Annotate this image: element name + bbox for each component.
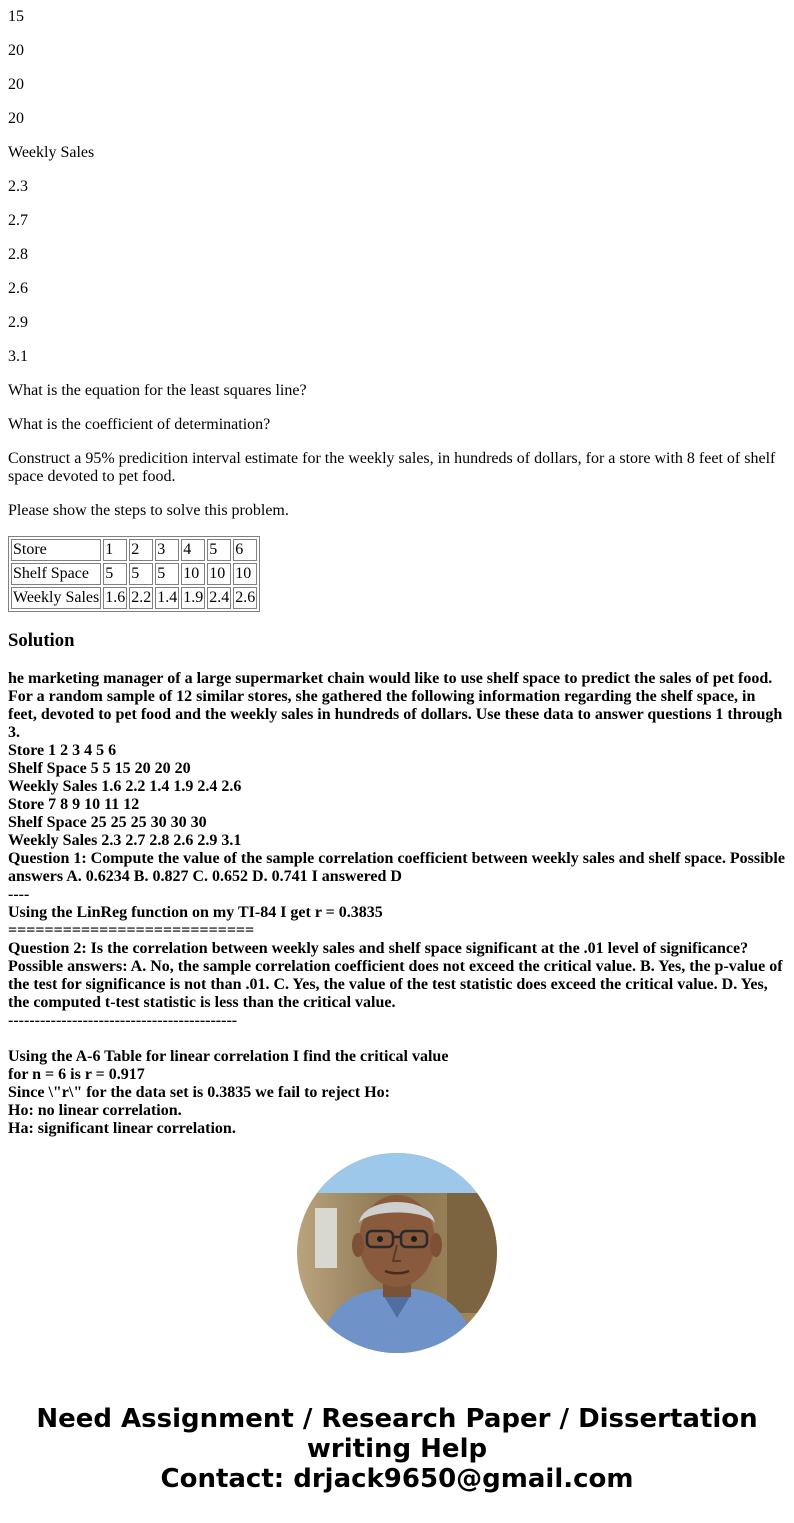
solution-line: ------------------------------------------- bbox=[8, 1012, 238, 1029]
table-cell: Store bbox=[11, 539, 101, 561]
table-cell: 2.2 bbox=[129, 587, 153, 609]
table-cell: 1.9 bbox=[181, 587, 205, 609]
data-table bbox=[8, 536, 260, 612]
table-cell: 5 bbox=[129, 563, 153, 585]
table-cell: 5 bbox=[103, 563, 127, 585]
solution-line: Shelf Space 25 25 25 30 30 30 bbox=[8, 814, 207, 831]
solution-line: =========================== bbox=[8, 922, 255, 939]
author-photo bbox=[297, 1153, 497, 1353]
value-line: 3.1 bbox=[8, 348, 28, 365]
table-cell: 10 bbox=[181, 563, 205, 585]
solution-line: Store 1 2 3 4 5 6 bbox=[8, 742, 117, 759]
solution-line: for n = 6 is r = 0.917 bbox=[8, 1066, 145, 1083]
table-row bbox=[11, 587, 257, 609]
table-cell: 1.6 bbox=[103, 587, 127, 609]
table-cell: 1.4 bbox=[155, 587, 179, 609]
table-cell: 3 bbox=[155, 539, 179, 561]
value-line: 2.3 bbox=[8, 178, 28, 195]
table-cell: 10 bbox=[233, 563, 257, 585]
top-values-list bbox=[8, 0, 786, 366]
solution-line bbox=[8, 1030, 786, 1048]
value-line: 2.6 bbox=[8, 280, 28, 297]
table-cell: 10 bbox=[207, 563, 231, 585]
solution-line: Since \"r\" for the data set is 0.3835 we fail to reject Ho: bbox=[8, 1084, 390, 1101]
solution-line: Weekly Sales 1.6 2.2 1.4 1.9 2.4 2.6 bbox=[8, 778, 242, 795]
question-prediction-interval: Construct a 95% predicition interval estimate for the weekly sales, in hundreds of dollars, for a store with 8 feet of shelf space devoted to pet food. bbox=[8, 450, 776, 485]
solution-heading: Solution bbox=[8, 630, 75, 651]
footer-line: Need Assignment / Research Paper / Dissertation bbox=[36, 1404, 758, 1434]
value-line: 20 bbox=[8, 76, 24, 93]
solution-line: Question 2: Is the correlation between weekly sales and shelf space significant at the .01 level of significance? Possible answers: A. No, the sample correlation coefficient does not exceed the critical value. B. Yes, the p-value of the test for significance is not than .01. C. Yes, the value of the test statistic does exceed the critical value. D. Yes, the computed t-test statistic is less than the critical value. bbox=[8, 940, 783, 1011]
table-cell: 2.6 bbox=[233, 587, 257, 609]
table-cell: 5 bbox=[207, 539, 231, 561]
value-line: 2.8 bbox=[8, 246, 28, 263]
value-line: 2.7 bbox=[8, 212, 28, 229]
question-show-steps: Please show the steps to solve this problem. bbox=[8, 502, 289, 519]
question-coefficient: What is the coefficient of determination? bbox=[8, 416, 271, 433]
solution-line: Question 1: Compute the value of the sample correlation coefficient between weekly sales and shelf space. Possible answers A. 0.6234 B. 0.827 C. 0.652 D. 0.741 I answered D bbox=[8, 850, 785, 885]
value-line: 15 bbox=[8, 8, 24, 25]
table-cell: 1 bbox=[103, 539, 127, 561]
table-row bbox=[11, 539, 257, 561]
row-label-line: Weekly Sales bbox=[8, 144, 95, 161]
solution-line: Shelf Space 5 5 15 20 20 20 bbox=[8, 760, 191, 777]
table-cell: 6 bbox=[233, 539, 257, 561]
solution-line: Store 7 8 9 10 11 12 bbox=[8, 796, 140, 813]
table-cell: 2.4 bbox=[207, 587, 231, 609]
solution-line: Ha: significant linear correlation. bbox=[8, 1120, 236, 1137]
value-line: 20 bbox=[8, 110, 24, 127]
solution-line: Using the LinReg function on my TI-84 I get r = 0.3835 bbox=[8, 904, 383, 921]
solution-line: ---- bbox=[8, 886, 30, 903]
solution-line: he marketing manager of a large supermarket chain would like to use shelf space to predict the sales of pet food. For a random sample of 12 similar stores, she gathered the following information regarding the shelf space, in feet, devoted to pet food and the weekly sales in hundreds of dollars. Use these data to answer questions 1 through 3. bbox=[8, 670, 783, 741]
table-cell: 2 bbox=[129, 539, 153, 561]
solution-line: Weekly Sales 2.3 2.7 2.8 2.6 2.9 3.1 bbox=[8, 832, 242, 849]
author-portrait-image bbox=[297, 1153, 497, 1353]
value-line: 2.9 bbox=[8, 314, 28, 331]
value-line: 20 bbox=[8, 42, 24, 59]
table-cell: 5 bbox=[155, 563, 179, 585]
footer-contact: Contact: drjack9650@gmail.com bbox=[160, 1464, 634, 1494]
question-least-squares: What is the equation for the least squares line? bbox=[8, 382, 307, 399]
solution-line: Using the A-6 Table for linear correlation I find the critical value bbox=[8, 1048, 449, 1065]
table-row bbox=[11, 563, 257, 585]
contact-footer bbox=[0, 1404, 794, 1494]
solution-line: Ho: no linear correlation. bbox=[8, 1102, 182, 1119]
solution-body bbox=[8, 670, 786, 1158]
table-cell: 4 bbox=[181, 539, 205, 561]
footer-line: writing Help bbox=[306, 1434, 488, 1464]
table-cell: Weekly Sales bbox=[11, 587, 101, 609]
table-cell: Shelf Space bbox=[11, 563, 101, 585]
